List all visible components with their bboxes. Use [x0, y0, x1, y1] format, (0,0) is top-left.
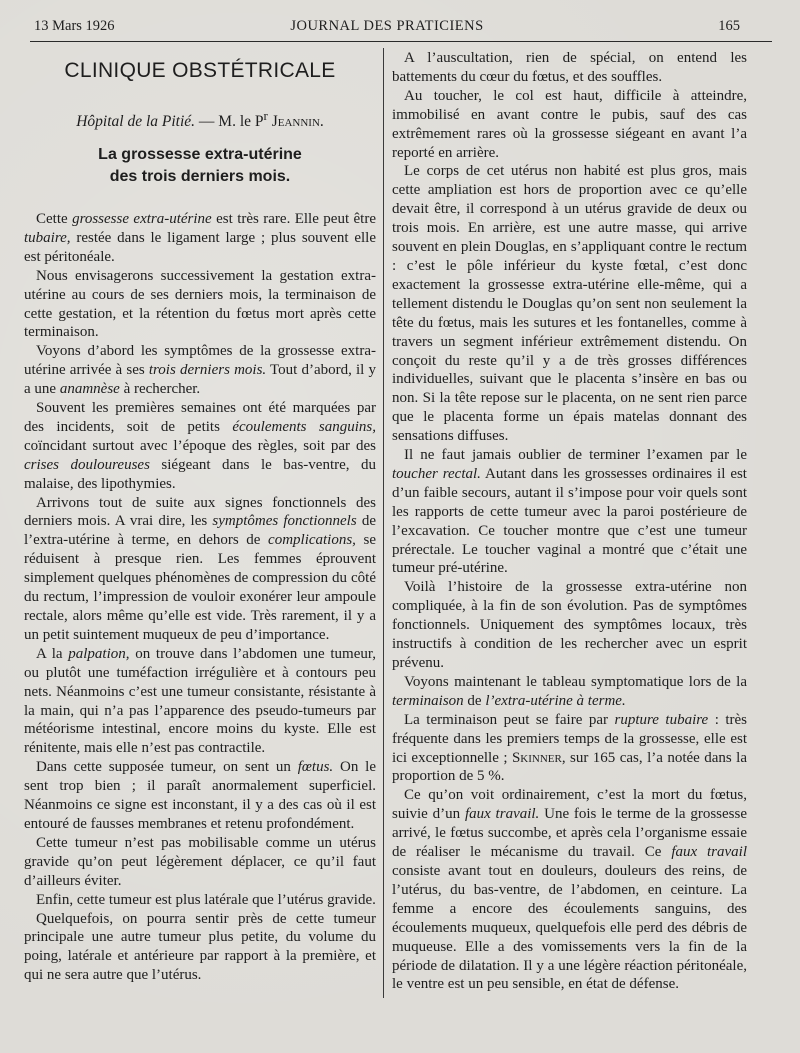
paragraph — [392, 786, 747, 994]
body-text: coïncidant surtout avec l’époque des règles, soit par des — [24, 437, 376, 454]
body-text: Cette tumeur n’est pas mobilisable comme un utérus gravide qu’on peut légèrement déplacer, ce qu’il faut d’ailleurs éviter. — [24, 834, 376, 889]
body-text: Skinner, — [511, 749, 566, 766]
body-text: de l’extra-utérine à terme, en dehors de — [24, 513, 376, 549]
body-text: A l’auscultation, rien de spécial, on entend les battements du cœur du fœtus, et des souffles. — [392, 50, 747, 85]
body-text: consiste avant tout en douleurs, douleurs des reins, de l’utérus, du bas-ventre, de l’abdomen, en ceinture. La femme a encore des écoulements sanguins, des écoulements muqueux, quelquefois elle perd des débris de muqueuse. Elle a des vomissements vers la fin de la période de dilatation. Il y a une légère réaction péritonéale, le ventre est un peu sensible, en état de défense. — [392, 862, 747, 993]
emphasis-text: palpation, — [68, 645, 130, 662]
body-text: Enfin, cette tumeur est plus latérale que l’utérus gravide. — [36, 891, 376, 908]
body-text: Arrivons tout de suite aux signes fonctionnels des derniers mois. A vrai dire, les — [24, 494, 376, 530]
paragraph — [392, 49, 747, 87]
left-column — [24, 56, 376, 985]
emphasis-text: complications, — [268, 532, 356, 549]
emphasis-text: faux travail. — [464, 806, 540, 823]
paragraph — [24, 910, 376, 986]
header-date: 13 Mars 1926 — [34, 18, 115, 34]
emphasis-text: l’extra-utérine à terme. — [485, 692, 626, 709]
body-text: Au toucher, le col est haut, difficile à atteindre, immobilisé en avant contre le pubis, sauf des cas extrêmement rares où la grossesse siégeant en avant l’a reporté en arrière. — [392, 87, 747, 161]
emphasis-text: toucher rectal. — [392, 465, 481, 482]
hospital-name: Hôpital de la Pitié. — [76, 113, 196, 131]
byline-prefix: — M. le P — [195, 113, 264, 131]
body-text: La terminaison peut se faire par — [404, 711, 615, 728]
header-journal-title: JOURNAL DES PRATICIENS — [290, 18, 484, 34]
paragraph — [392, 162, 747, 446]
body-text: Tout d’abord, il y a une — [24, 362, 376, 398]
body-text: : très fréquente dans les premiers temps de la grossesse, elle est ici exceptionnelle ; — [392, 711, 747, 766]
emphasis-text: faux travail — [671, 844, 747, 861]
emphasis-text: rupture tubaire — [614, 711, 709, 728]
body-text: Une fois le terme de la grossesse arrivé, le fœtus succombe, et après cela l’organisme essaie de réaliser le mécanisme du travail. Ce — [392, 806, 748, 861]
body-text: est très rare. Elle peut être — [211, 210, 376, 227]
body-text: siégeant dans le bas-ventre, du malaise, des lipothymies. — [24, 456, 377, 492]
body-text: se réduisent à presque rien. Les femmes éprouvent simplement quelques phénomènes de compression du côté du rectum, l’impression de vouloir exonérer leur ampoule rectale, alors même qu’elle est vide. Très rarement, il y a un petit suintement muqueux de peu d’importance. — [24, 532, 376, 643]
body-text: restée dans le ligament large ; plus souvent elle est péritonéale. — [24, 229, 376, 265]
page-header — [34, 18, 740, 40]
emphasis-text: symptômes fonctionnels — [212, 513, 357, 530]
body-text: Dans cette supposée tumeur, on sent un — [36, 759, 298, 776]
body-text: Autant dans les grossesses ordinaires il est d’un faible secours, autant il s’impose pour voir quels sont les rapports de cette tumeur avec la paroi postérieure de l’excavation. Ce toucher montre que c’est une tumeur prérectale. Le toucher vaginal a montré que c’était une tumeur pré-utérine. — [392, 465, 747, 577]
paragraph — [392, 711, 747, 787]
emphasis-text: tubaire, — [24, 229, 71, 246]
header-page-number: 165 — [718, 18, 740, 34]
author-name: Jeannin. — [267, 113, 324, 131]
byline-title-sup: r — [263, 107, 268, 123]
body-text: Ce qu’on voit ordinairement, c’est la mort du fœtus, suivie d’un — [392, 787, 747, 823]
emphasis-text: terminaison — [392, 692, 464, 709]
right-column — [392, 49, 747, 994]
body-text: sur 165 cas, l’a notée dans la proportion de 5 %. — [392, 749, 748, 785]
body-text: A la — [36, 645, 69, 662]
emphasis-text: écoulements sanguins, — [232, 418, 376, 435]
paragraph — [24, 342, 376, 399]
body-text: Voyons d’abord les symptômes de la grossesse extra-utérine arrivée à ses — [24, 343, 376, 379]
left-body-text — [24, 210, 376, 985]
body-text: Voilà l’histoire de la grossesse extra-utérine non compliquée, à la fin de son évolution. Pas de symptômes fonctionnels. Uniquement des symptômes locaux, très instructifs à condition de les rechercher avec un esprit prévenu. — [392, 579, 747, 671]
hospital-byline — [24, 107, 376, 132]
article-title-line-2: des trois derniers mois. — [109, 167, 291, 185]
paragraph — [24, 494, 376, 645]
body-text: On le sent trop bien ; il paraît anormalement superficiel. Néanmoins ce signe est inconstant, il y a des cas où il est entouré de fausses membranes et retenu profondément. — [24, 759, 376, 832]
body-text: Cette — [36, 210, 73, 227]
body-text: de — [463, 692, 486, 709]
header-rule — [30, 41, 772, 42]
body-text: on trouve dans l’abdomen une tumeur, ou plutôt une tuméfaction irrégulière et à contours peu nets. Néanmoins c’est une tumeur consistante, résistante à la main, qui n’a pas l’apparence des pseudo-tumeurs par météorisme intestinal, encore moins du kyste. Elle est rénitente, mais elle n’est pas contractile. — [24, 645, 376, 757]
body-text: à rechercher. — [119, 381, 201, 398]
column-divider — [383, 48, 384, 998]
body-text: Souvent les premières semaines ont été marquées par des incidents, soit de petits — [24, 400, 376, 435]
body-text: Le corps de cet utérus non habité est plus gros, mais cette ampliation est hors de proportion avec ce qu’elle devait être, il correspond à un utérus gravide de deux ou trois mois. En arrière, est une autre masse, qui arrive souvent en plein Douglas, en s’appliquant contre le rectum : c’est le pôle inférieur du kyste fœtal, c’est donc exactement la grossesse extra-utérine elle-même, qui a tellement distendu le Douglas qu’on sent non seulement la tête du fœtus, mais les sutures et les fontanelles, comme à travers un segment inférieur extrêmement distendu. On conçoit du reste qu’il y a de très grosses différences individuelles, suivant que le placenta s’insère en bas ou non. Si la tête repose sur le placenta, on ne sent rien parce que le placenta forme un épais matelas donnant des sensations diffuses. — [392, 163, 747, 445]
paragraph — [392, 87, 747, 163]
paragraph — [24, 758, 376, 834]
emphasis-text: grossesse extra-utérine — [72, 210, 212, 227]
emphasis-text: crises douloureuses — [24, 456, 150, 473]
body-text: Voyons maintenant le tableau symptomatique lors de la — [404, 673, 747, 690]
right-body-text — [392, 49, 747, 994]
paragraph — [24, 210, 376, 267]
article-title — [24, 144, 376, 188]
paragraph — [24, 267, 376, 343]
body-text: Il ne faut jamais oublier de terminer l’examen par le — [404, 447, 747, 464]
emphasis-text: trois derniers mois. — [148, 362, 267, 379]
paragraph — [24, 645, 376, 758]
emphasis-text: anamnèse — [59, 381, 120, 398]
paragraph — [24, 834, 376, 891]
article-title-line-1: La grossesse extra-utérine — [98, 145, 302, 163]
body-text: Nous envisagerons successivement la gestation extra-utérine au cours de ses derniers mois, la terminaison de cette gestation, et la rétention du fœtus mort après cette terminaison. — [24, 267, 376, 341]
paragraph — [24, 399, 376, 494]
section-title: CLINIQUE OBSTÉTRICALE — [64, 59, 336, 82]
body-text: Quelquefois, on pourra sentir près de cette tumeur principale une autre tumeur plus petite, du volume du poing, latérale et antérieure par rapport à la première, et qui ne sera autre que l’utérus. — [24, 910, 376, 984]
paragraph — [392, 673, 747, 711]
emphasis-text: fœtus. — [297, 759, 334, 776]
paragraph — [392, 446, 747, 578]
paragraph — [392, 578, 747, 673]
paragraph — [24, 891, 376, 910]
